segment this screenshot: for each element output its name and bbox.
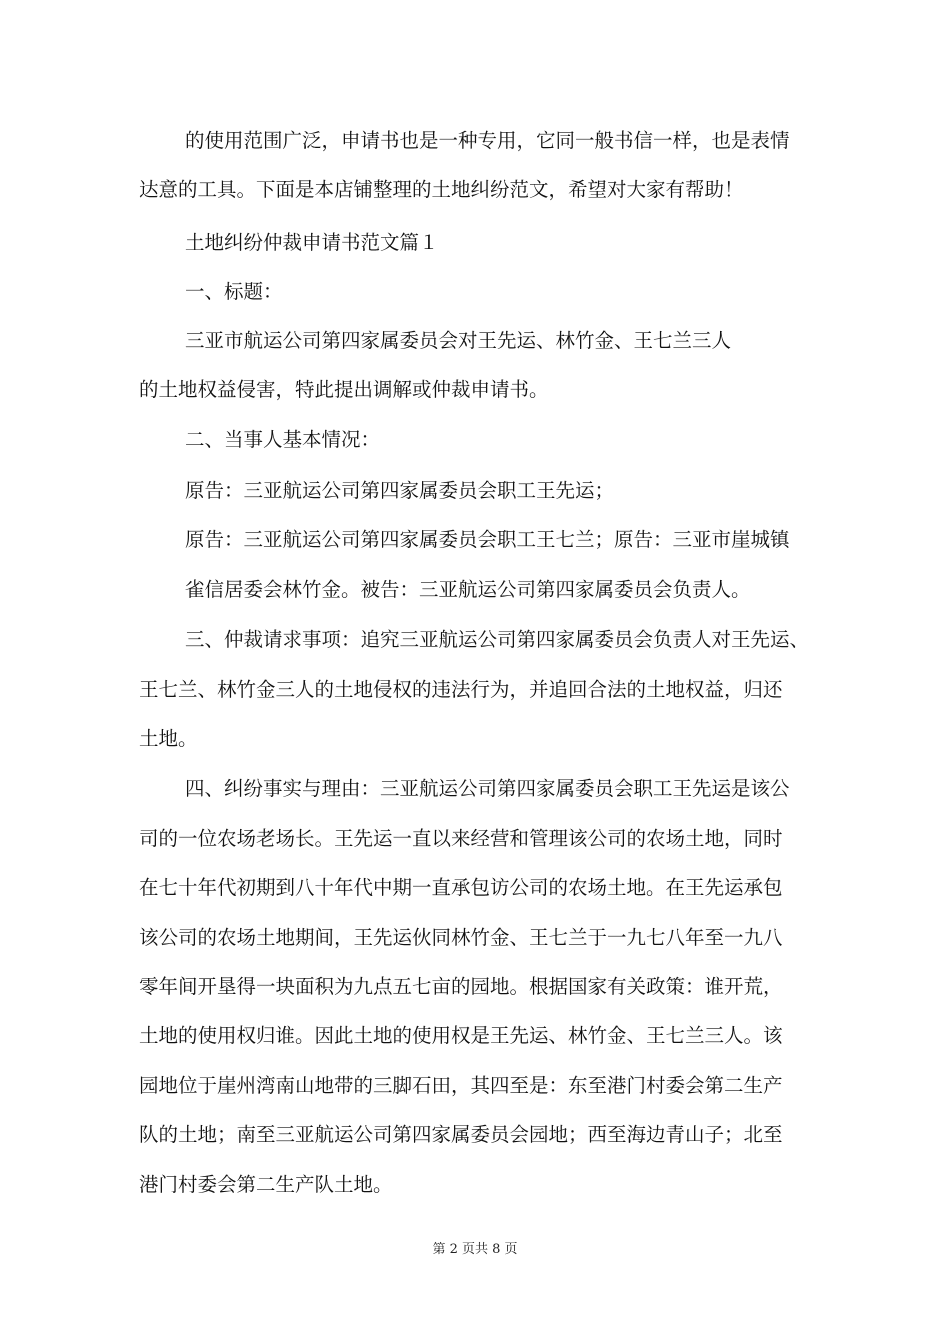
page-number: 第 2 页共 8 页 <box>432 1242 518 1257</box>
text-line: 队的土地；南至三亚航运公司第四家属委员会园地；西至海边青山子；北至 <box>139 1123 783 1146</box>
text-line: 司的一位农场老场长。王先运一直以来经营和管理该公司的农场土地，同时 <box>139 827 783 850</box>
text-line: 的使用范围广泛，申请书也是一种专用，它同一般书信一样，也是表情 <box>185 129 790 152</box>
text-line: 原告：三亚航运公司第四家属委员会职工王先运； <box>185 479 615 502</box>
text-line: 三、仲裁请求事项：追究三亚航运公司第四家属委员会负责人对王先运、 <box>185 628 810 651</box>
text-line: 港门村委会第二生产队土地。 <box>139 1173 393 1196</box>
section-title: 土地纠纷仲裁申请书范文篇１ <box>185 231 439 254</box>
text-line: 零年间开垦得一块面积为九点五七亩的园地。根据国家有关政策：谁开荒， <box>139 975 783 998</box>
text-line: 的土地权益侵害，特此提出调解或仲裁申请书。 <box>139 378 549 401</box>
text-line: 三亚市航运公司第四家属委员会对王先运、林竹金、王七兰三人 <box>185 329 732 352</box>
text-line: 四、纠纷事实与理由：三亚航运公司第四家属委员会职工王先运是该公 <box>185 777 790 800</box>
text-line: 该公司的农场土地期间，王先运伙同林竹金、王七兰于一九七八年至一九八 <box>139 926 783 949</box>
text-line: 王七兰、林竹金三人的土地侵权的违法行为，并追回合法的土地权益，归还 <box>139 678 783 701</box>
heading: 一、标题： <box>185 280 283 303</box>
text-line: 园地位于崖州湾南山地带的三脚石田，其四至是：东至港门村委会第二生产 <box>139 1074 783 1097</box>
text-line: 在七十年代初期到八十年代中期一直承包访公司的农场土地。在王先运承包 <box>139 876 783 899</box>
text-line: 雀信居委会林竹金。被告：三亚航运公司第四家属委员会负责人。 <box>185 578 751 601</box>
text-line: 原告：三亚航运公司第四家属委员会职工王七兰；原告：三亚市崖城镇 <box>185 528 790 551</box>
text-line: 土地。 <box>139 727 198 750</box>
text-line: 达意的工具。下面是本店铺整理的土地纠纷范文，希望对大家有帮助！ <box>139 178 744 201</box>
text-line: 土地的使用权归谁。因此土地的使用权是王先运、林竹金、王七兰三人。该 <box>139 1024 783 1047</box>
heading: 二、当事人基本情况： <box>185 428 381 451</box>
